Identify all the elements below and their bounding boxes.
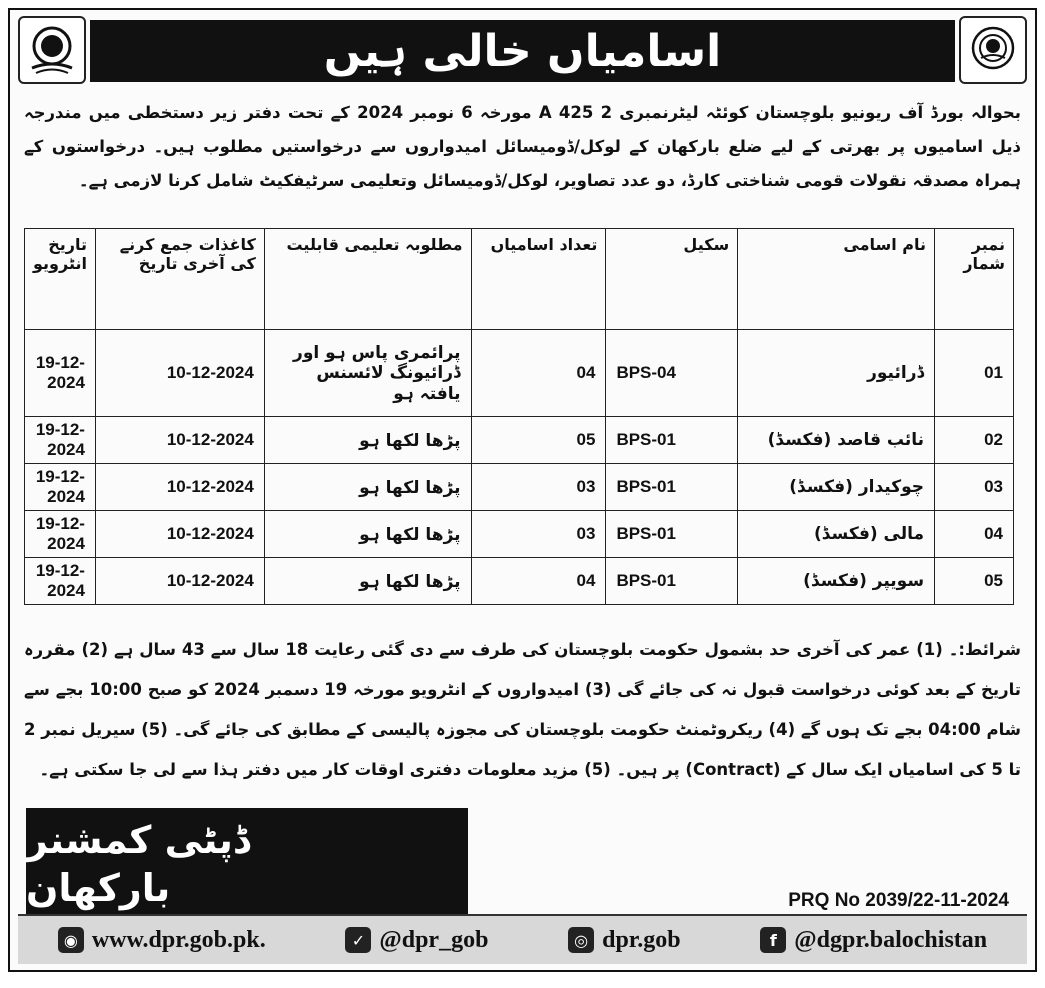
cell-qualification: پڑھا لکھا ہو — [264, 511, 471, 558]
cell-count: 05 — [471, 417, 606, 464]
cell-scale: BPS-01 — [606, 417, 738, 464]
table-row — [25, 330, 1014, 417]
page-title: اسامیاں خالی ہیں — [90, 20, 955, 82]
globe-icon: ◉ — [58, 927, 84, 953]
cell-post: نائب قاصد (فکسڈ) — [738, 417, 935, 464]
signature-district: بارکھان — [26, 866, 171, 910]
conditions-paragraph: شرائط:۔ (1) عمر کی آخری حد بشمول حکومت بلوچستان کی طرف سے دی گئی رعایت 18 سال سے 43 سال ہے (2) مقررہ تاریخ کے بعد کوئی درخواست قبول نہ کی جائے گی (3) امیدواروں کے انٹرویو مورخہ 19 دسمبر 2024 کو صبح 10:00 بجے سے شام 04:00 بجے تک ہوں گے (4) ریکروٹمنٹ حکومت بلوچستان کی مجوزہ پالیسی کے مطابق کی جائے گی۔ (5) سیریل نمبر 2 تا 5 کی اسامیاں ایک سال کے (Contract) پر ہیں۔ (5) مزید معلومات دفتری اوقات کار میں دفتر ہذا سے لی جا سکتی ہے۔ — [24, 640, 1022, 779]
cell-serial: 02 — [935, 417, 1014, 464]
cell-last-date: 10-12-2024 — [95, 464, 264, 511]
cell-scale: BPS-04 — [606, 330, 738, 417]
cell-interview: 19-12-2024 — [25, 417, 96, 464]
footer-facebook[interactable] — [760, 927, 987, 954]
cell-post: ڈرائیور — [738, 330, 935, 417]
emblem-icon — [26, 24, 78, 76]
prq-number: PRQ No 2039/22-11-2024 — [788, 890, 1009, 911]
cell-qualification: پڑھا لکھا ہو — [264, 417, 471, 464]
signature-block — [26, 808, 468, 920]
col-last-date-header: کاغذات جمع کرنے کی آخری تاریخ — [95, 229, 264, 330]
cell-qualification: پرائمری پاس ہو اور ڈرائیونگ لائسنس یافتہ ہو — [264, 330, 471, 417]
table-row — [25, 511, 1014, 558]
cell-scale: BPS-01 — [606, 511, 738, 558]
cell-scale: BPS-01 — [606, 464, 738, 511]
cell-count: 04 — [471, 330, 606, 417]
cell-last-date: 10-12-2024 — [95, 330, 264, 417]
footer-bar — [18, 914, 1027, 964]
col-scale-header: سکیل — [606, 229, 738, 330]
facebook-icon: f — [760, 927, 786, 953]
table-row — [25, 417, 1014, 464]
cell-post: سویپر (فکسڈ) — [738, 558, 935, 605]
vacancies-table — [24, 228, 1014, 605]
cell-post: مالی (فکسڈ) — [738, 511, 935, 558]
cell-interview: 19-12-2024 — [25, 558, 96, 605]
col-qualification-header: مطلوبہ تعلیمی قابلیت — [264, 229, 471, 330]
balochistan-emblem-left — [18, 16, 86, 84]
cell-last-date: 10-12-2024 — [95, 558, 264, 605]
signature-designation: ڈپٹی کمشنر — [26, 818, 250, 862]
footer-twitter[interactable] — [345, 927, 488, 954]
cell-last-date: 10-12-2024 — [95, 511, 264, 558]
table-row — [25, 558, 1014, 605]
cell-count: 04 — [471, 558, 606, 605]
table-row — [25, 464, 1014, 511]
cell-qualification: پڑھا لکھا ہو — [264, 558, 471, 605]
cell-serial: 01 — [935, 330, 1014, 417]
footer-instagram[interactable] — [568, 927, 681, 954]
footer-website[interactable] — [58, 927, 266, 954]
col-count-header: تعداد اسامیاں — [471, 229, 606, 330]
twitter-handle[interactable]: @dpr_gob — [379, 926, 489, 953]
advertisement-page — [8, 8, 1037, 972]
twitter-icon: ✓ — [345, 927, 371, 953]
cell-qualification: پڑھا لکھا ہو — [264, 464, 471, 511]
cell-count: 03 — [471, 464, 606, 511]
table-header-row — [25, 229, 1014, 330]
col-post-header: نام اسامی — [738, 229, 935, 330]
emblem-icon — [967, 24, 1019, 76]
col-interview-header: تاریخ انٹرویو — [25, 229, 96, 330]
cell-serial: 04 — [935, 511, 1014, 558]
cell-count: 03 — [471, 511, 606, 558]
facebook-handle[interactable]: @dgpr.balochistan — [794, 926, 988, 953]
cell-interview: 19-12-2024 — [25, 330, 96, 417]
cell-scale: BPS-01 — [606, 558, 738, 605]
cell-last-date: 10-12-2024 — [95, 417, 264, 464]
cell-interview: 19-12-2024 — [25, 511, 96, 558]
col-serial-header: نمبر شمار — [935, 229, 1014, 330]
cell-serial: 05 — [935, 558, 1014, 605]
cell-post: چوکیدار (فکسڈ) — [738, 464, 935, 511]
instagram-icon: ◎ — [568, 927, 594, 953]
intro-paragraph: بحوالہ بورڈ آف ریونیو بلوچستان کوئٹہ لیٹرنمبری 2 A 425 مورخہ 6 نومبر 2024 کے تحت دفتر زیر دستخطی میں مندرجہ ذیل اسامیوں پر بھرتی کے لیے ضلع بارکھان کے لوکل/ڈومیسائل امیدواروں سے درخواستیں مطلوب ہیں۔ درخواستوں کے ہمراہ مصدقہ نقولات قومی شناختی کارڈ، دو عدد تصاویر، لوکل/ڈومیسائل وتعلیمی سرٹیفکیٹ شامل کرنا لازمی ہے۔ — [24, 103, 1022, 190]
cell-interview: 19-12-2024 — [25, 464, 96, 511]
instagram-handle[interactable]: dpr.gob — [602, 926, 681, 953]
cell-serial: 03 — [935, 464, 1014, 511]
balochistan-emblem-right — [959, 16, 1027, 84]
website-link[interactable]: www.dpr.gob.pk. — [91, 926, 266, 953]
